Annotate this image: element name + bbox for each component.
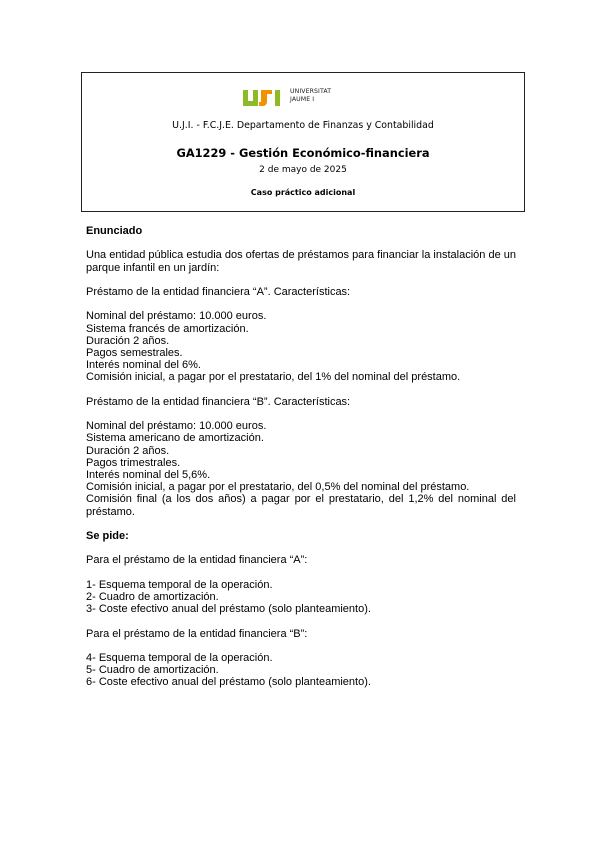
list-item: 3- Coste efectivo anual del préstamo (solo planteamiento). (86, 603, 371, 616)
se-pide-heading: Se pide: (86, 529, 129, 542)
enunciado-heading: Enunciado (86, 225, 143, 237)
exam-date: 2 de mayo de 2025 (259, 165, 347, 175)
list-item: Comisión inicial, a pagar por el prestatario, del 1% del nominal del préstamo. (86, 371, 461, 384)
logo-text-line2: JAUME I (290, 96, 315, 103)
list-item: 6- Coste efectivo anual del préstamo (solo planteamiento). (86, 676, 371, 689)
logo-text-line1: UNIVERSITAT (290, 88, 332, 95)
uji-logo-mark-icon (242, 89, 286, 107)
document-header (81, 72, 525, 212)
loan-b-title: Préstamo de la entidad financiera “B”. Características: (86, 395, 351, 408)
course-title: GA1229 - Gestión Económico-financiera (176, 146, 430, 160)
logo-wordmark (290, 88, 331, 104)
list-item: Duración 2 años. (86, 444, 170, 457)
list-item: Interés nominal del 5,6%. (86, 468, 211, 481)
list-item: Nominal del préstamo: 10.000 euros. (86, 420, 267, 433)
list-item: Nominal del préstamo: 10.000 euros. (86, 310, 267, 323)
department-line: U.J.I. - F.C.J.E. Departamento de Finanzas y Contabilidad (172, 120, 434, 131)
list-item: 1- Esquema temporal de la operación. (86, 578, 273, 591)
case-label: Caso práctico adicional (250, 188, 356, 197)
list-item: Comisión final (a los dos años) a pagar por el prestatario, del 1,2% del nominal del préstamo. (86, 493, 516, 518)
part-a-title: Para el préstamo de la entidad financiera “A”: (86, 554, 308, 567)
part-b-title: Para el préstamo de la entidad financiera “B”: (86, 627, 308, 640)
document-body (86, 225, 516, 689)
intro-paragraph: Una entidad pública estudia dos ofertas de préstamos para financiar la instalación de un parque infantil en un jardín: (86, 249, 516, 274)
list-item: 5- Cuadro de amortización. (86, 664, 219, 677)
list-item: 4- Esquema temporal de la operación. (86, 651, 273, 664)
list-item: 2- Cuadro de amortización. (86, 590, 219, 603)
list-item: Sistema francés de amortización. (86, 322, 249, 335)
list-item: Comisión inicial, a pagar por el prestatario, del 0,5% del nominal del préstamo. (86, 481, 470, 494)
loan-a-title: Préstamo de la entidad financiera “A”. Características: (86, 285, 351, 298)
list-item: Pagos semestrales. (86, 346, 183, 359)
list-item: Pagos trimestrales. (86, 456, 181, 469)
list-item: Interés nominal del 6%. (86, 359, 201, 372)
university-logo (242, 87, 372, 109)
list-item: Sistema americano de amortización. (86, 432, 264, 445)
list-item: Duración 2 años. (86, 334, 170, 347)
